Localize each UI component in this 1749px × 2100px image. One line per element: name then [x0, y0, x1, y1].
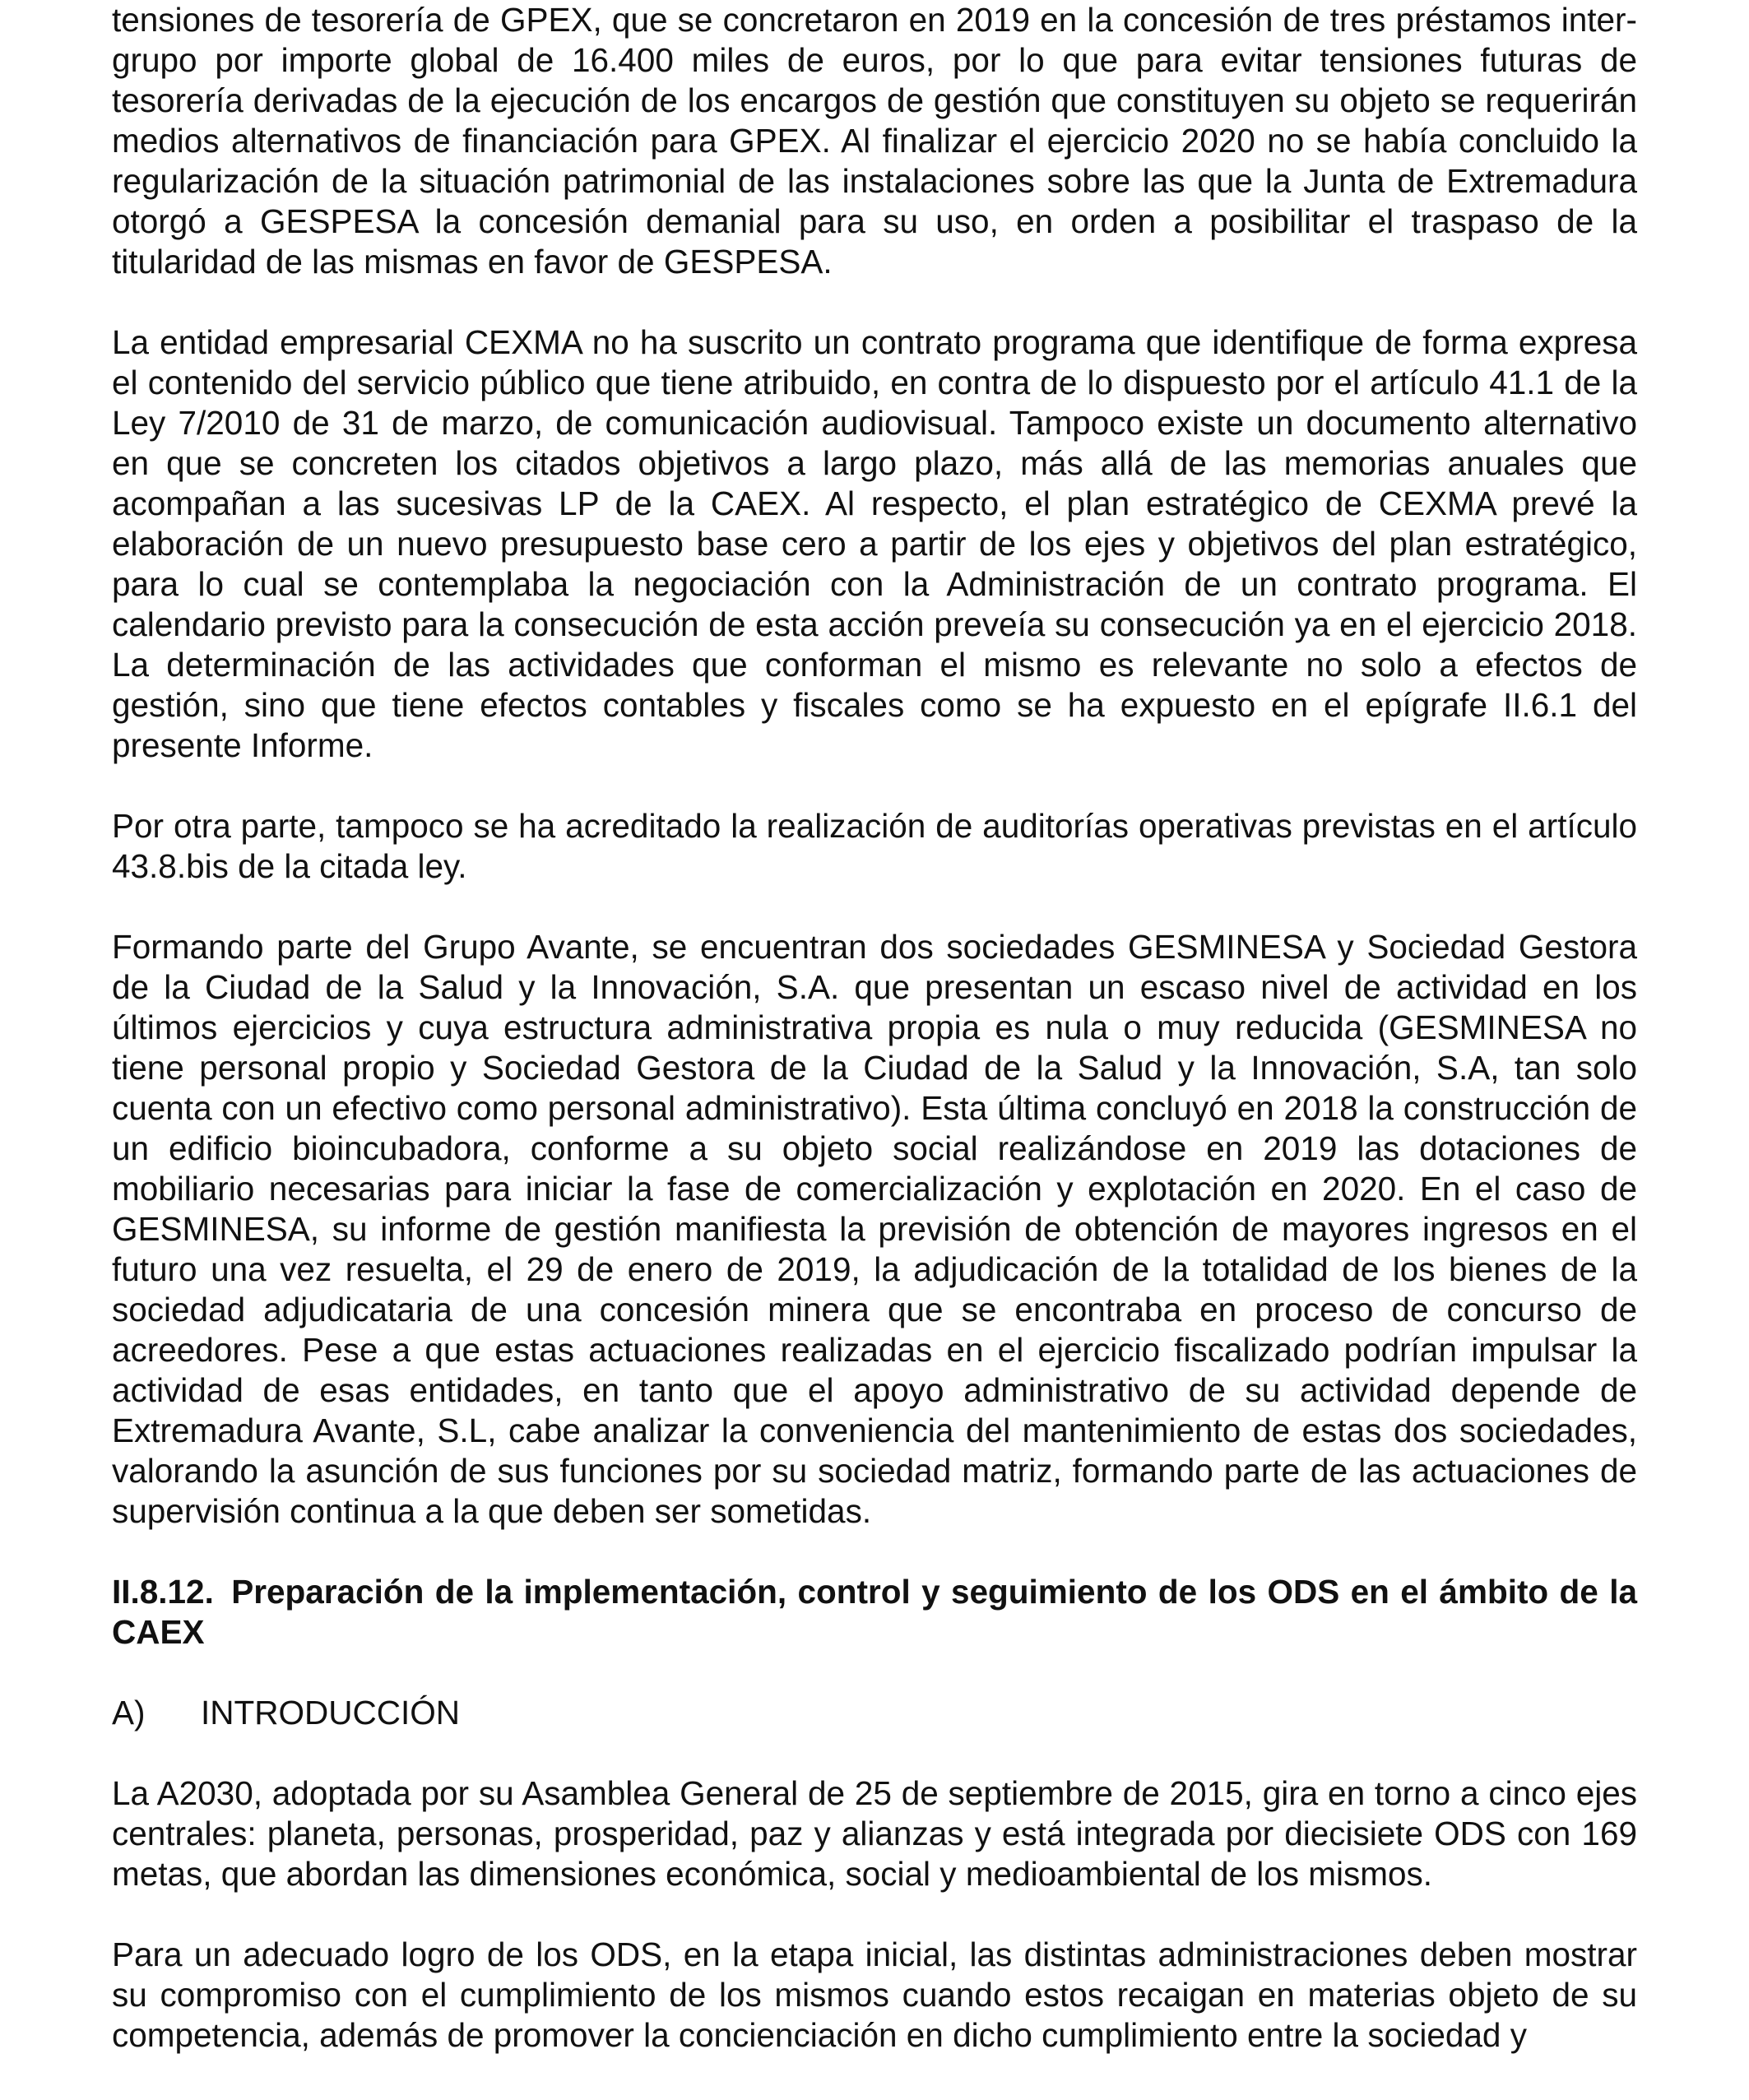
- paragraph-gpex-treasury: tensiones de tesorería de GPEX, que se concretaron en 2019 en la concesión de tres préstamos inter-grupo por importe global de 16.400 miles de euros, por lo que para evitar tensiones futuras de tesorería derivadas de la ejecución de los encargos de gestión que constituyen su objeto se requerirán medios alternativos de financiación para GPEX. Al finalizar el ejercicio 2020 no se había concluido la regularización de la situación patrimonial de las instalaciones sobre las que la Junta de Extremadura otorgó a GESPESA la concesión demanial para su uso, en orden a posibilitar el traspaso de la titularidad de las mismas en favor de GESPESA.: [112, 1, 1637, 280]
- section-number: II.8.12.: [112, 1573, 214, 1611]
- subsection-letter: A): [112, 1694, 146, 1731]
- section-title: Preparación de la implementación, control y seguimiento de los ODS en el ámbito de la CAEX: [112, 1573, 1637, 1651]
- paragraph-operational-audits: Por otra parte, tampoco se ha acreditado la realización de auditorías operativas previstas en el artículo 43.8.bis de la citada ley.: [112, 807, 1637, 885]
- subsection-heading: [112, 1693, 1637, 1733]
- paragraph-ods-achievement: Para un adecuado logro de los ODS, en la etapa inicial, las distintas administraciones deben mostrar su compromiso con el cumplimiento de los mismos cuando estos recaigan en materias objeto de su competencia, además de promover la concienciación en dicho cumplimiento entre la sociedad y: [112, 1935, 1637, 2054]
- subsection-title: INTRODUCCIÓN: [201, 1694, 460, 1731]
- document-page: [112, 0, 1637, 2056]
- section-heading: [112, 1572, 1637, 1653]
- paragraph-cexma-contract: La entidad empresarial CEXMA no ha suscrito un contrato programa que identifique de forma expresa el contenido del servicio público que tiene atribuido, en contra de lo dispuesto por el artículo 41.1 de la Ley 7/2010 de 31 de marzo, de comunicación audiovisual. Tampoco existe un documento alternativo en que se concreten los citados objetivos a largo plazo, más allá de las memorias anuales que acompañan a las sucesivas LP de la CAEX. Al respecto, el plan estratégico de CEXMA prevé la elaboración de un nuevo presupuesto base cero a partir de los ejes y objetivos del plan estratégico, para lo cual se contemplaba la negociación con la Administración de un contrato programa. El calendario previsto para la consecución de esta acción preveía su consecución ya en el ejercicio 2018. La determinación de las actividades que conforman el mismo es relevante no solo a efectos de gestión, sino que tiene efectos contables y fiscales como se ha expuesto en el epígrafe II.6.1 del presente Informe.: [112, 323, 1637, 764]
- paragraph-grupo-avante: Formando parte del Grupo Avante, se encuentran dos sociedades GESMINESA y Sociedad Gestora de la Ciudad de la Salud y la Innovación, S.A. que presentan un escaso nivel de actividad en los últimos ejercicios y cuya estructura administrativa propia es nula o muy reducida (GESMINESA no tiene personal propio y Sociedad Gestora de la Ciudad de la Salud y la Innovación, S.A, tan solo cuenta con un efectivo como personal administrativo). Esta última concluyó en 2018 la construcción de un edificio bioincubadora, conforme a su objeto social realizándose en 2019 las dotaciones de mobiliario necesarias para iniciar la fase de comercialización y explotación en 2020. En el caso de GESMINESA, su informe de gestión manifiesta la previsión de obtención de mayores ingresos en el futuro una vez resuelta, el 29 de enero de 2019, la adjudicación de la totalidad de los bienes de la sociedad adjudicataria de una concesión minera que se encontraba en proceso de concurso de acreedores. Pese a que estas actuaciones realizadas en el ejercicio fiscalizado podrían impulsar la actividad de esas entidades, en tanto que el apoyo administrativo de su actividad depende de Extremadura Avante, S.L, cabe analizar la conveniencia del mantenimiento de estas dos sociedades, valorando la asunción de sus funciones por su sociedad matriz, formando parte de las actuaciones de supervisión continua a la que deben ser sometidas.: [112, 928, 1637, 1530]
- paragraph-a2030: La A2030, adoptada por su Asamblea General de 25 de septiembre de 2015, gira en torno a cinco ejes centrales: planeta, personas, prosperidad, paz y alianzas y está integrada por diecisiete ODS con 169 metas, que abordan las dimensiones económica, social y medioambiental de los mismos.: [112, 1774, 1637, 1893]
